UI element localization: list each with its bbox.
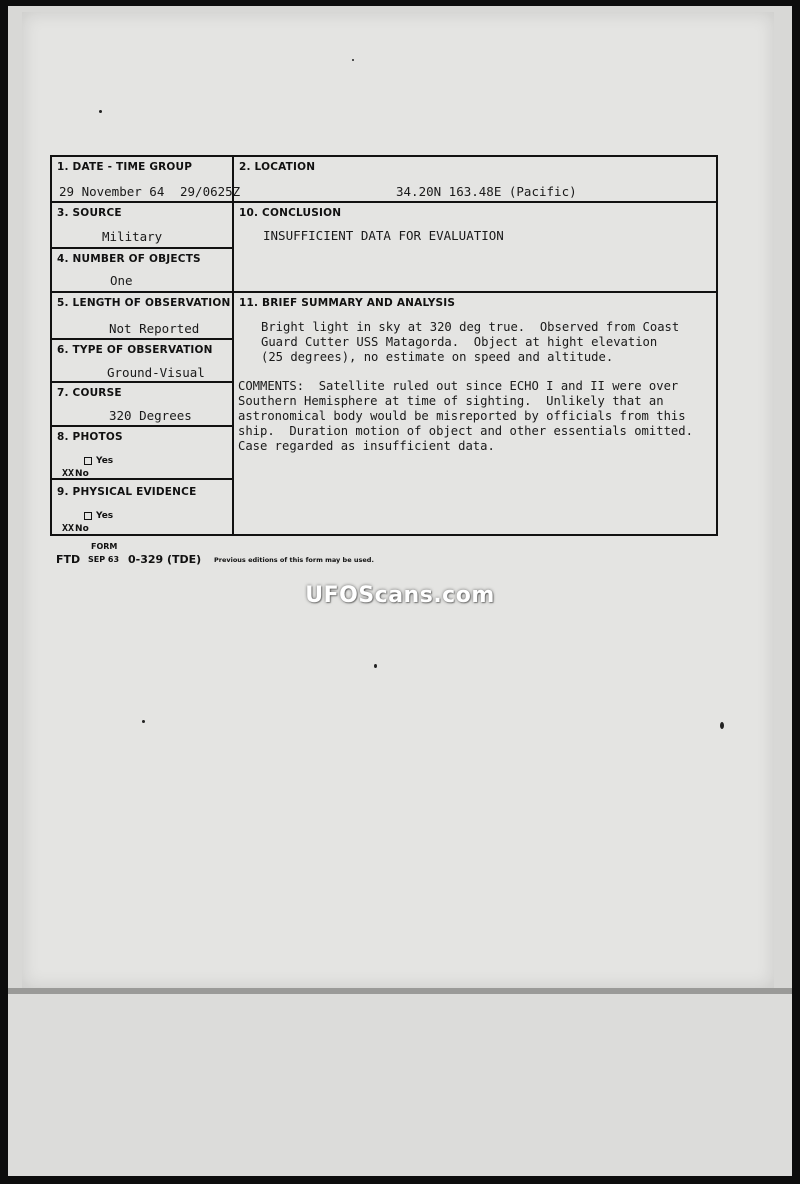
course-cell	[52, 383, 234, 427]
summary-label: 11. BRIEF SUMMARY AND ANALYSIS	[239, 297, 456, 309]
underlying-page	[8, 988, 792, 1176]
scan-speck	[99, 110, 102, 113]
form-id: FTD	[56, 553, 81, 566]
source-cell	[52, 203, 234, 249]
course-label: 7. COURSE	[57, 387, 122, 399]
form-word: FORM	[91, 542, 118, 551]
conclusion-value: INSUFFICIENT DATA FOR EVALUATION	[263, 228, 504, 243]
scan-speck	[720, 722, 724, 729]
comments-line: Case regarded as insufficient data.	[238, 439, 495, 453]
photos-label: 8. PHOTOS	[57, 431, 123, 443]
scan-speck	[352, 59, 354, 61]
photos-no-option	[62, 468, 89, 479]
scan-speck	[142, 720, 145, 723]
date-value: 29 November 64	[59, 184, 165, 199]
photos-yes-label: Yes	[96, 456, 114, 466]
type-of-observation-cell	[52, 340, 234, 383]
checkbox-empty-icon	[84, 457, 92, 465]
number-of-objects-label: 4. NUMBER OF OBJECTS	[57, 253, 201, 265]
length-of-observation-label: 5. LENGTH OF OBSERVATION	[57, 297, 231, 309]
comments-line: Southern Hemisphere at time of sighting. Unlikely that an	[238, 394, 664, 408]
physical-evidence-no-label: No	[75, 524, 89, 534]
form-date-code: SEP 63	[88, 555, 120, 564]
photos-cell	[52, 427, 234, 480]
comments-line: ship. Duration motion of object and other essentials omitted.	[238, 424, 693, 438]
physical-evidence-yes-label: Yes	[96, 511, 114, 521]
form-note: Previous editions of this form may be used.	[214, 556, 374, 564]
course-value: 320 Degrees	[109, 408, 192, 423]
type-of-observation-value: Ground-Visual	[107, 365, 205, 380]
location-cell	[234, 157, 718, 203]
typed-x-mark-icon: XX	[62, 523, 75, 534]
physical-evidence-yes-option	[84, 511, 113, 521]
length-of-observation-value: Not Reported	[109, 321, 200, 336]
date-time-group-cell	[52, 157, 241, 203]
number-of-objects-cell	[52, 249, 234, 293]
scan-speck	[374, 664, 377, 668]
conclusion-cell	[234, 203, 718, 293]
comments-line: astronomical body would be misreported by officials from this	[238, 409, 686, 423]
source-label: 3. SOURCE	[57, 207, 122, 219]
time-value: 29/0625Z	[180, 184, 241, 199]
physical-evidence-no-option	[62, 523, 89, 534]
watermark: UFOScans.com	[305, 583, 495, 608]
physical-evidence-cell	[52, 480, 234, 536]
comments-line: COMMENTS: Satellite ruled out since ECHO I and II were over	[238, 379, 679, 393]
summary-cell	[234, 293, 718, 536]
physical-evidence-label: 9. PHYSICAL EVIDENCE	[57, 486, 197, 498]
summary-line: Bright light in sky at 320 deg true. Observed from Coast	[261, 320, 680, 334]
summary-line: Guard Cutter USS Matagorda. Object at hight elevation	[261, 335, 658, 349]
project-record-card	[50, 155, 718, 536]
photos-yes-option	[84, 456, 113, 466]
type-of-observation-label: 6. TYPE OF OBSERVATION	[57, 344, 213, 356]
typed-x-mark-icon: XX	[62, 468, 75, 479]
location-value: 34.20N 163.48E (Pacific)	[396, 184, 577, 199]
form-number: 0-329 (TDE)	[128, 553, 202, 566]
conclusion-label: 10. CONCLUSION	[239, 207, 342, 219]
photos-no-label: No	[75, 469, 89, 479]
date-time-group-label: 1. DATE - TIME GROUP	[57, 161, 193, 173]
source-value: Military	[102, 229, 163, 244]
length-of-observation-cell	[52, 293, 234, 340]
location-label: 2. LOCATION	[239, 161, 316, 173]
number-of-objects-value: One	[110, 273, 133, 288]
checkbox-empty-icon	[84, 512, 92, 520]
summary-line: (25 degrees), no estimate on speed and altitude.	[261, 350, 614, 364]
